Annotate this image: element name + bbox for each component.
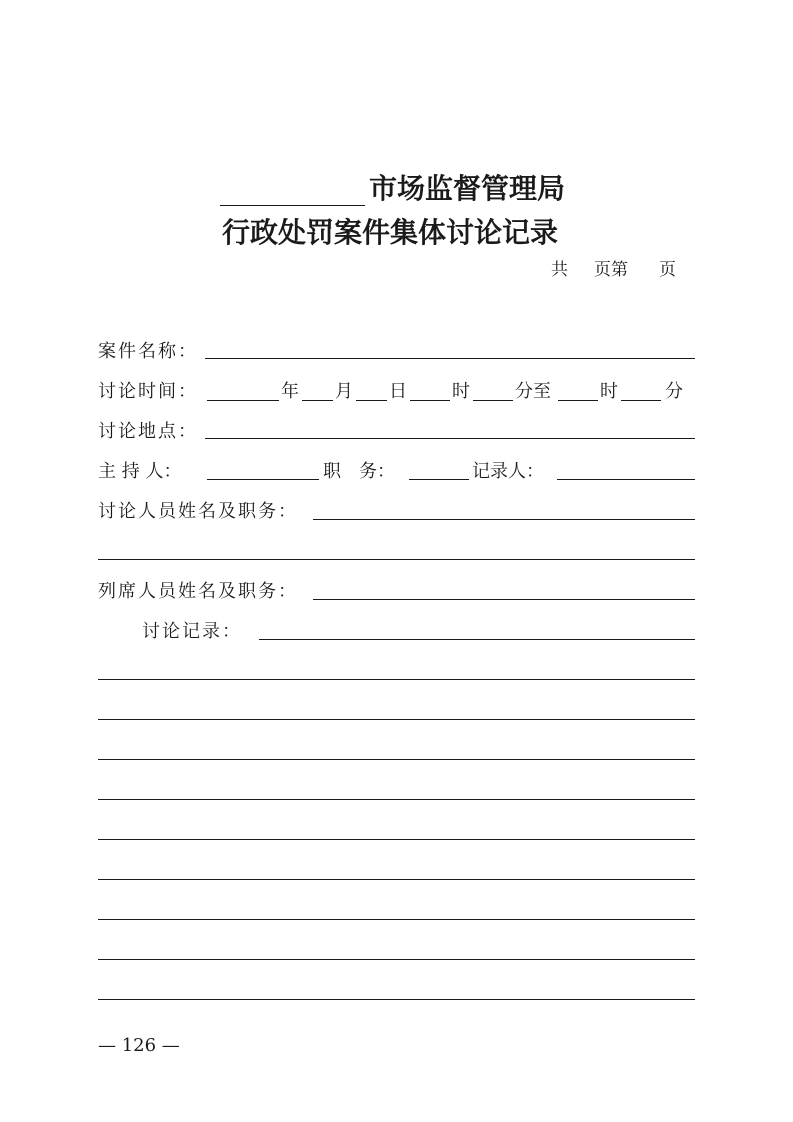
time-label: 讨论时间：	[98, 381, 198, 402]
title-line-1	[0, 168, 793, 210]
place-label: 讨论地点：	[98, 421, 198, 442]
year-field[interactable]	[207, 400, 279, 401]
day-field[interactable]	[356, 400, 387, 401]
day-unit: 日	[389, 381, 407, 402]
record-field[interactable]	[259, 639, 695, 640]
host-field[interactable]	[207, 479, 319, 480]
month-unit: 月	[335, 381, 353, 402]
record-line[interactable]	[98, 679, 695, 680]
attendees-field[interactable]	[313, 599, 695, 600]
end-minute-unit: 分	[665, 381, 683, 402]
page-of-label: 页第	[594, 260, 628, 280]
participants-label: 讨论人员姓名及职务：	[98, 501, 298, 522]
host-label: 主 持 人：	[98, 461, 182, 482]
position-label: 职 务：	[323, 461, 395, 482]
end-hour-unit: 时	[600, 381, 618, 402]
record-line[interactable]	[98, 719, 695, 720]
attendees-label: 列席人员姓名及职务：	[98, 581, 298, 602]
document-title: 行政处罚案件集体讨论记录	[222, 216, 559, 249]
record-line[interactable]	[98, 799, 695, 800]
start-minute-field[interactable]	[473, 400, 513, 401]
start-hour-field[interactable]	[410, 400, 450, 401]
record-line[interactable]	[98, 959, 695, 960]
page-number: — 126 —	[98, 1035, 180, 1056]
start-minute-unit: 分至	[515, 381, 551, 402]
recorder-field[interactable]	[557, 479, 695, 480]
page-end-label: 页	[659, 260, 676, 280]
title-agency-suffix: 市场监督管理局	[369, 172, 566, 205]
month-field[interactable]	[302, 400, 333, 401]
end-hour-field[interactable]	[558, 400, 598, 401]
record-line[interactable]	[98, 879, 695, 880]
participants-field[interactable]	[313, 519, 695, 520]
case-name-label: 案件名称：	[98, 341, 198, 362]
year-unit: 年	[281, 381, 299, 402]
record-line[interactable]	[98, 999, 695, 1000]
participants-field-continued[interactable]	[98, 559, 695, 560]
case-name-field[interactable]	[205, 358, 695, 359]
record-line[interactable]	[98, 839, 695, 840]
record-label: 讨论记录：	[142, 621, 242, 642]
recorder-label: 记录人：	[472, 461, 544, 482]
page-total-label: 共	[551, 260, 568, 280]
start-hour-unit: 时	[452, 381, 470, 402]
position-field[interactable]	[409, 479, 469, 480]
place-field[interactable]	[205, 438, 695, 439]
end-minute-field[interactable]	[621, 400, 661, 401]
title-line-2	[0, 212, 793, 254]
record-line[interactable]	[98, 919, 695, 920]
record-line[interactable]	[98, 759, 695, 760]
